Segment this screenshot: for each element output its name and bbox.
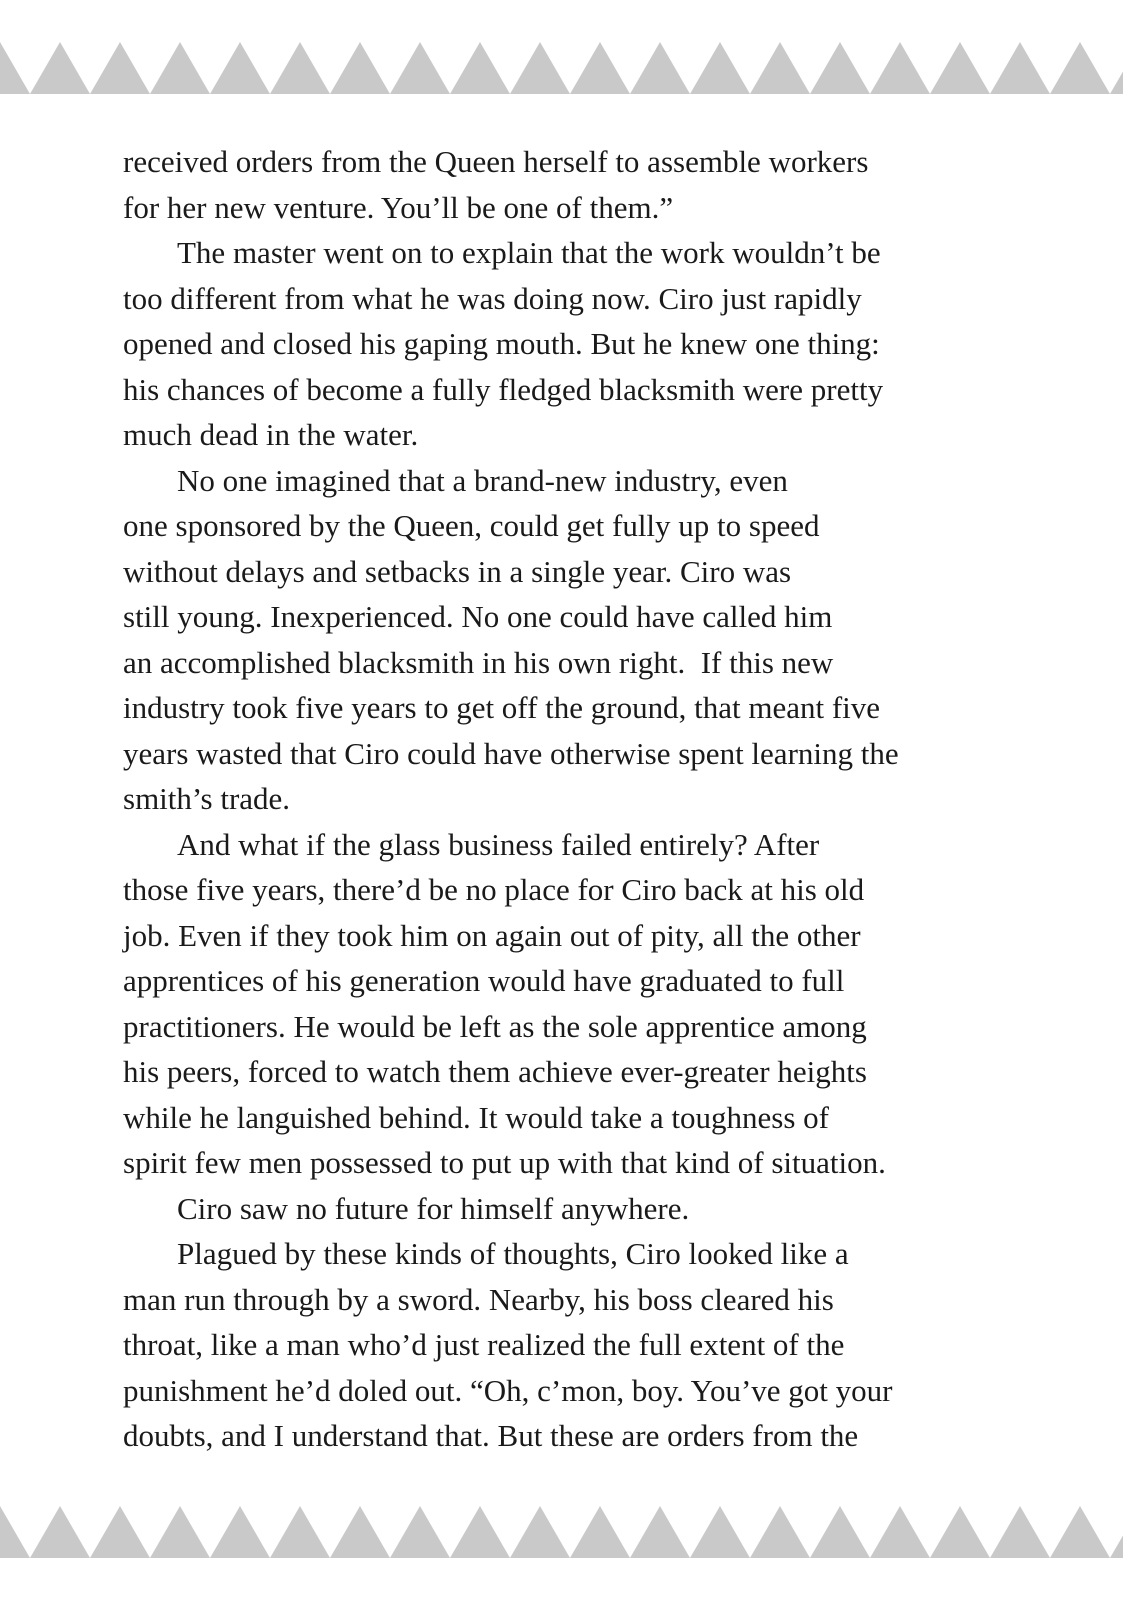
body-text [123, 139, 1023, 1459]
text-line: man run through by a sword. Nearby, his boss cleared his [123, 1281, 834, 1317]
text-line: for her new venture. You’ll be one of them.” [123, 189, 674, 225]
text-line: industry took five years to get off the ground, that meant five [123, 690, 881, 725]
text-line: punishment he’d doled out. “Oh, c’mon, boy. You’ve got your [123, 1372, 893, 1408]
text-line: years wasted that Ciro could have otherwise spent learning the [123, 735, 899, 771]
text-line: those five years, there’d be no place for Ciro back at his old [123, 872, 865, 907]
text-line: much dead in the water. [123, 417, 419, 452]
text-line: still young. Inexperienced. No one could have called him [123, 599, 833, 634]
text-line: apprentices of his generation would have graduated to full [123, 963, 845, 998]
text-line: Ciro saw no future for himself anywhere. [177, 1190, 690, 1226]
text-line: opened and closed his gaping mouth. But he knew one thing: [123, 326, 880, 361]
text-line: without delays and setbacks in a single year. Ciro was [123, 553, 792, 589]
text-line: his chances of become a fully fledged blacksmith were pretty [123, 371, 884, 407]
text-line: while he languished behind. It would take a toughness of [123, 1099, 829, 1135]
triangle-pattern-top [0, 42, 1123, 94]
text-line: his peers, forced to watch them achieve ever-greater heights [123, 1054, 867, 1089]
text-line: too different from what he was doing now. Ciro just rapidly [123, 280, 862, 316]
text-line: spirit few men possessed to put up with that kind of situation. [123, 1145, 886, 1180]
text-line: received orders from the Queen herself to assemble workers [123, 144, 869, 179]
text-line: throat, like a man who’d just realized the full extent of the [123, 1327, 845, 1362]
text-line: an accomplished blacksmith in his own right. If this new [123, 644, 834, 680]
bottom-triangle-border [0, 1506, 1123, 1558]
text-line: The master went on to explain that the work wouldn’t be [177, 235, 881, 270]
text-line: one sponsored by the Queen, could get fully up to speed [123, 508, 820, 543]
text-line: job. Even if they took him on again out of pity, all the other [123, 917, 861, 953]
text-line: smith’s trade. [123, 781, 291, 816]
triangle-pattern-bottom [0, 1506, 1123, 1558]
text-line: And what if the glass business failed entirely? After [177, 826, 820, 862]
text-line: doubts, and I understand that. But these are orders from the [123, 1418, 859, 1453]
top-triangle-border [0, 42, 1123, 94]
text-line: practitioners. He would be left as the sole apprentice among [123, 1008, 867, 1044]
text-line: Plagued by these kinds of thoughts, Ciro looked like a [177, 1236, 849, 1271]
text-line: No one imagined that a brand-new industry, even [177, 462, 788, 498]
